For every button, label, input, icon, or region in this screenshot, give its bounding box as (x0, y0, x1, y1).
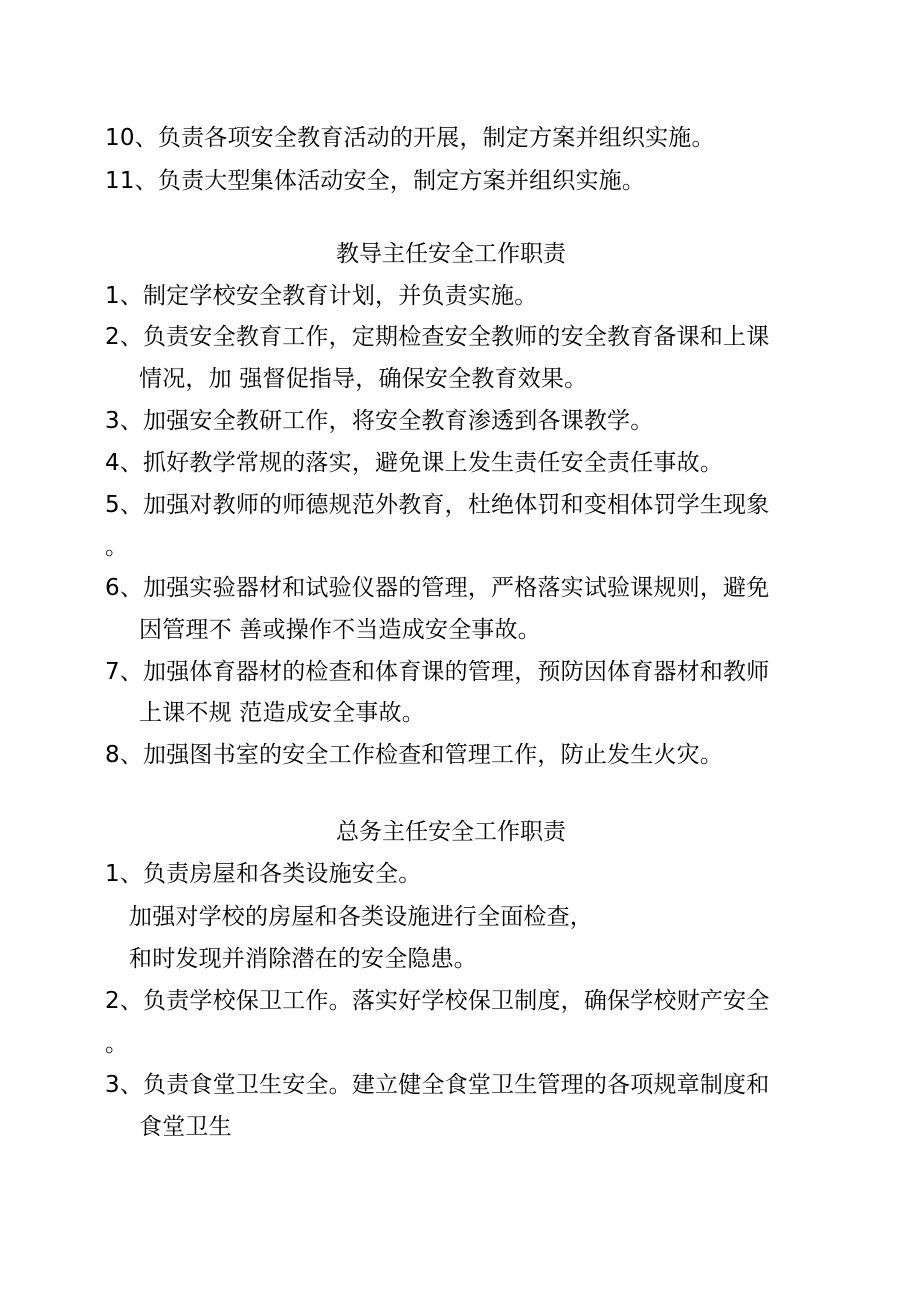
list-item-continuation: 上课不规 范造成安全事故。 (139, 700, 425, 726)
list-item: 11、负责大型集体活动安全，制定方案并组织实施。 (105, 168, 646, 194)
list-item-continuation: 。 (105, 1031, 129, 1057)
section-title-general: 总务主任安全工作职责 (336, 819, 566, 845)
list-item-continuation: 加强对学校的房屋和各类设施进行全面检查， (129, 904, 593, 930)
list-item: 7、加强体育器材的检查和体育课的管理，预防因体育器材和教师 (105, 659, 770, 685)
list-item: 1、负责房屋和各类设施安全。 (105, 861, 422, 887)
list-item: 2、负责学校保卫工作。落实好学校保卫制度，确保学校财产安全 (105, 988, 770, 1014)
list-item: 5、加强对教师的师德规范外教育，杜绝体罚和变相体罚学生现象 (105, 492, 770, 518)
list-item: 2、负责安全教育工作，定期检查安全教师的安全教育备课和上课 (105, 324, 770, 350)
section-title-academic: 教导主任安全工作职责 (336, 241, 566, 267)
list-item: 1、制定学校安全教育计划，并负责实施。 (105, 283, 538, 309)
list-item-continuation: 食堂卫生 (139, 1114, 232, 1140)
list-item: 8、加强图书室的安全工作检查和管理工作，防止发生火灾。 (105, 742, 724, 768)
list-item: 6、加强实验器材和试验仪器的管理，严格落实试验课规则，避免 (105, 575, 770, 601)
list-item-continuation: 和时发现并消除潜在的安全隐患。 (129, 946, 477, 972)
list-item: 10、负责各项安全教育活动的开展，制定方案并组织实施。 (105, 125, 715, 151)
list-item-continuation: 因管理不 善或操作不当造成安全事故。 (139, 617, 541, 643)
list-item: 3、加强安全教研工作，将安全教育渗透到各课教学。 (105, 408, 654, 434)
list-item-continuation: 。 (105, 534, 129, 560)
list-item: 3、负责食堂卫生安全。建立健全食堂卫生管理的各项规章制度和 (105, 1072, 770, 1098)
list-item-continuation: 情况，加 强督促指导，确保安全教育效果。 (139, 366, 588, 392)
list-item: 4、抓好教学常规的落实，避免课上发生责任安全责任事故。 (105, 450, 724, 476)
